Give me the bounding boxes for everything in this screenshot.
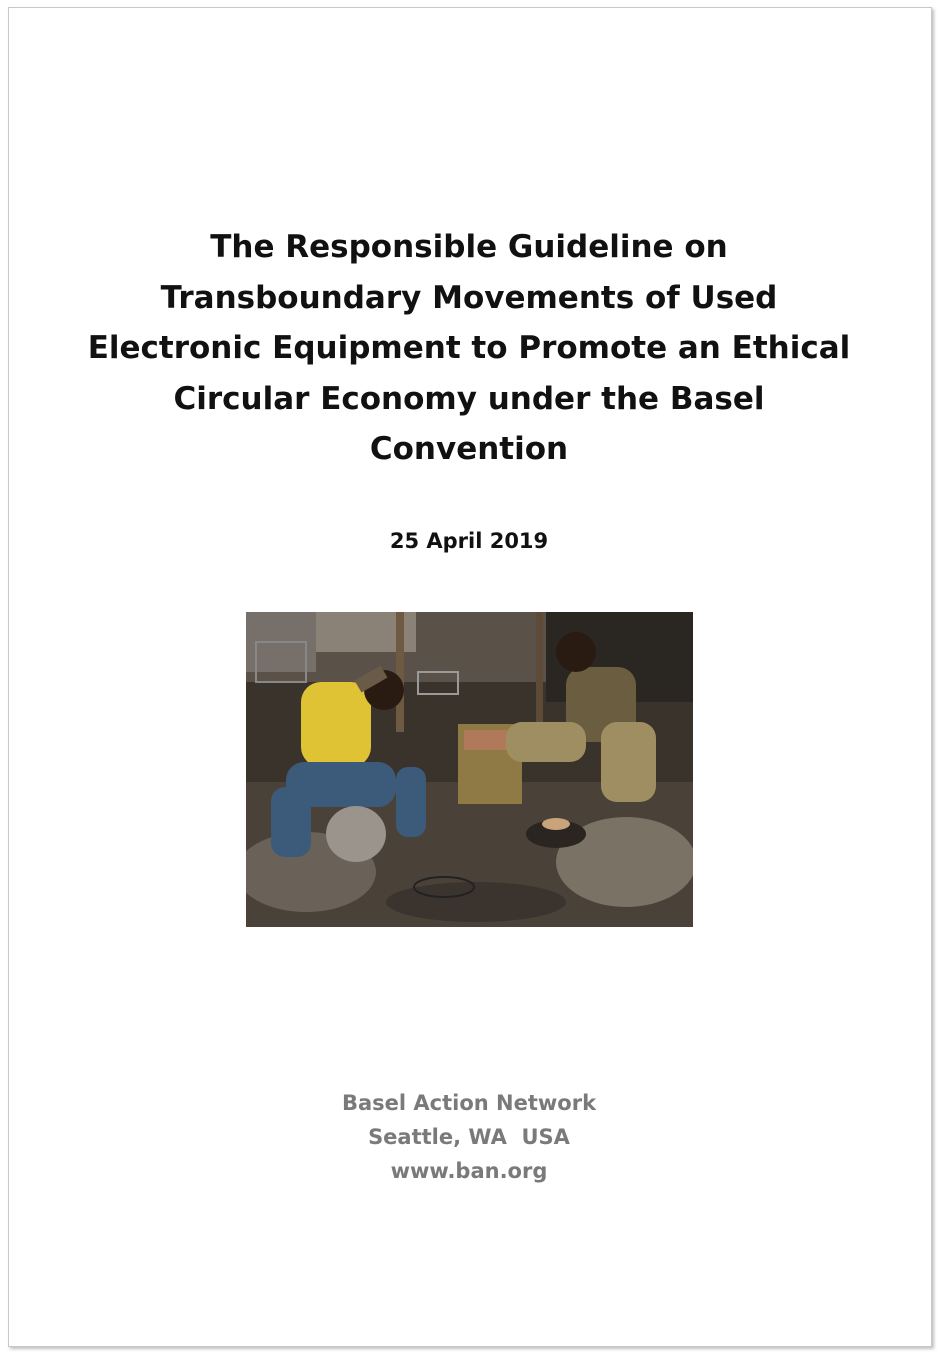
publisher-location: Seattle, WA USA	[368, 1125, 570, 1149]
title-line-2: Transboundary Movements of Used	[160, 279, 778, 316]
title-line-4: Circular Economy under the Basel	[173, 380, 765, 417]
document-date: 25 April 2019	[389, 529, 549, 553]
title-line-5: Convention	[369, 431, 569, 467]
publisher-name: Basel Action Network	[341, 1091, 597, 1115]
title-line-3: Electronic Equipment to Promote an Ethical	[87, 330, 851, 366]
document-title	[0, 222, 938, 475]
cover-photo	[246, 612, 693, 927]
title-line-1: The Responsible Guideline on	[210, 229, 728, 265]
publisher-website: www.ban.org	[390, 1159, 548, 1183]
publisher-block	[0, 1086, 938, 1188]
